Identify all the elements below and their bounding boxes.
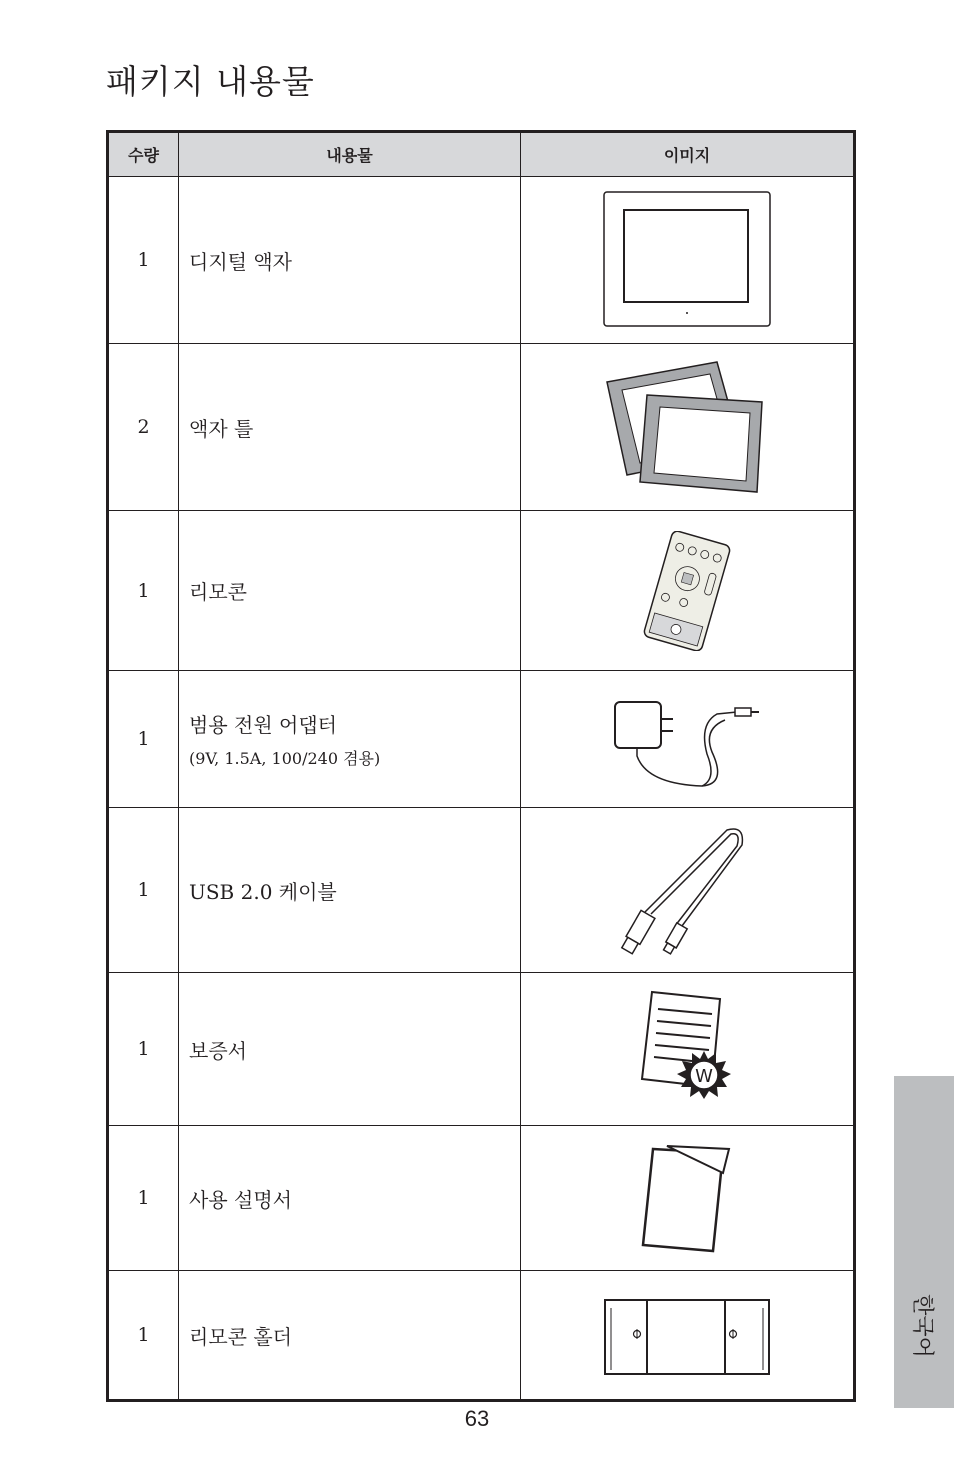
row-item-note: (9V, 1.5A, 100/240 겸용) — [189, 749, 381, 768]
row-item-label: 리모콘 홀더 — [189, 1324, 292, 1349]
table-row — [108, 511, 855, 671]
row-image — [521, 973, 855, 1126]
page-title: 패키지 내용물 — [106, 62, 315, 101]
header-image: 이미지 — [521, 132, 855, 177]
row-image — [521, 1271, 855, 1401]
row-item — [179, 1271, 521, 1401]
row-item — [179, 671, 521, 808]
table-row — [108, 671, 855, 808]
row-item-label: USB 2.0 케이블 — [189, 879, 337, 904]
warranty-badge-letter: W — [695, 1065, 713, 1087]
table-row — [108, 1126, 855, 1271]
row-item-label: 리모콘 — [189, 580, 247, 604]
row-item — [179, 344, 521, 511]
row-item — [179, 177, 521, 344]
row-image — [521, 671, 855, 808]
header-contents: 내용물 — [179, 132, 521, 177]
digital-frame-icon — [602, 190, 772, 330]
table-row — [108, 973, 855, 1126]
row-qty: 2 — [108, 344, 179, 511]
row-qty: 1 — [108, 511, 179, 671]
frame-mats-icon — [602, 357, 772, 497]
row-image — [521, 511, 855, 671]
row-qty: 1 — [108, 973, 179, 1126]
warranty-icon — [632, 987, 742, 1112]
row-image — [521, 344, 855, 511]
row-image — [521, 1126, 855, 1271]
page-number: 63 — [464, 1406, 490, 1431]
language-tab — [894, 1076, 954, 1408]
row-item — [179, 973, 521, 1126]
power-adapter-icon — [607, 684, 767, 794]
row-image — [521, 808, 855, 973]
header-qty: 수량 — [108, 132, 179, 177]
row-qty: 1 — [108, 177, 179, 344]
row-item-label: 액자 틀 — [189, 416, 254, 441]
table-header-row — [108, 132, 855, 177]
row-item — [179, 808, 521, 973]
row-item-label: 사용 설명서 — [189, 1187, 292, 1212]
table-row — [108, 808, 855, 973]
package-contents-table — [106, 130, 856, 1402]
row-item-label: 디지털 액자 — [189, 249, 292, 274]
row-qty: 1 — [108, 671, 179, 808]
row-item-label: 보증서 — [189, 1038, 247, 1063]
row-item — [179, 1126, 521, 1271]
row-image — [521, 177, 855, 344]
remote-holder-icon — [601, 1294, 773, 1376]
remote-control-icon — [632, 531, 742, 651]
row-qty: 1 — [108, 808, 179, 973]
language-tab-label: 한국어 — [909, 1294, 935, 1358]
manual-icon — [637, 1141, 737, 1256]
row-item — [179, 511, 521, 671]
table-row — [108, 1271, 855, 1401]
table-row — [108, 177, 855, 344]
row-qty: 1 — [108, 1126, 179, 1271]
row-item-label: 범용 전원 어댑터 — [189, 713, 337, 737]
row-qty: 1 — [108, 1271, 179, 1401]
usb-cable-icon — [617, 820, 757, 960]
table-row — [108, 344, 855, 511]
